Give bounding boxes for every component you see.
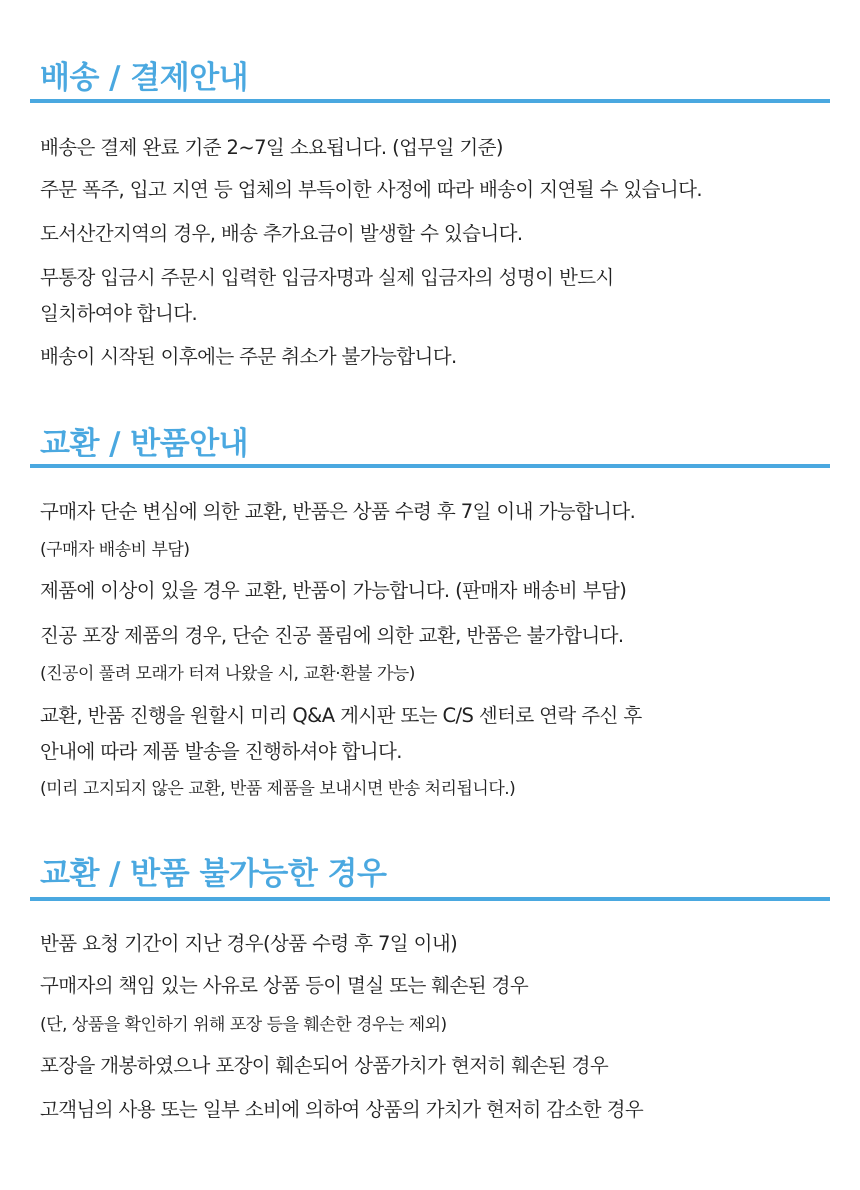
shipping-line-2: 주문 폭주, 입고 지연 등 업체의 부득이한 사정에 따라 배송이 지연될 수 있습니다. (40, 178, 702, 201)
exchange-line-5: (진공이 풀려 모래가 터져 나왔을 시, 교환·환불 가능) (40, 664, 415, 684)
shipping-line-5: 일치하여야 합니다. (40, 302, 198, 325)
shipping-line-3: 도서산간지역의 경우, 배송 추가요금이 발생할 수 있습니다. (40, 222, 523, 245)
shipping-line-4: 무통장 입금시 주문시 입력한 입금자명과 실제 입금자의 성명이 반드시 (40, 266, 614, 289)
exchange-line-4: 진공 포장 제품의 경우, 단순 진공 풀림에 의한 교환, 반품은 불가합니다. (40, 624, 624, 647)
exchange-line-3: 제품에 이상이 있을 경우 교환, 반품이 가능합니다. (판매자 배송비 부담) (40, 579, 627, 602)
nonreturn-line-4: 포장을 개봉하였으나 포장이 훼손되어 상품가치가 현저히 훼손된 경우 (40, 1054, 609, 1077)
nonreturn-line-1: 반품 요청 기간이 지난 경우(상품 수령 후 7일 이내) (40, 932, 458, 955)
exchange-line-1: 구매자 단순 변심에 의한 교환, 반품은 상품 수령 후 7일 이내 가능합니다. (40, 500, 636, 523)
shipping-line-6: 배송이 시작된 이후에는 주문 취소가 불가능합니다. (40, 345, 457, 368)
non-returnable-divider (30, 897, 830, 901)
nonreturn-line-2: 구매자의 책임 있는 사유로 상품 등이 멸실 또는 훼손된 경우 (40, 974, 529, 997)
nonreturn-line-3: (단, 상품을 확인하기 위해 포장 등을 훼손한 경우는 제외) (40, 1015, 447, 1035)
exchange-return-title: 교환 / 반품안내 (40, 426, 249, 462)
exchange-line-8: (미리 고지되지 않은 교환, 반품 제품을 보내시면 반송 처리됩니다.) (40, 779, 516, 799)
non-returnable-section (30, 0, 830, 1190)
shipping-payment-title: 배송 / 결제안내 (40, 60, 249, 96)
exchange-line-2: (구매자 배송비 부담) (40, 540, 190, 560)
shipping-line-1: 배송은 결제 완료 기준 2~7일 소요됩니다. (업무일 기준) (40, 136, 503, 159)
non-returnable-title: 교환 / 반품 불가능한 경우 (40, 856, 387, 892)
exchange-line-6: 교환, 반품 진행을 원할시 미리 Q&A 게시판 또는 C/S 센터로 연락 주신 후 (40, 704, 642, 727)
nonreturn-line-5: 고객님의 사용 또는 일부 소비에 의하여 상품의 가치가 현저히 감소한 경우 (40, 1098, 644, 1121)
exchange-line-7: 안내에 따라 제품 발송을 진행하셔야 합니다. (40, 740, 402, 763)
